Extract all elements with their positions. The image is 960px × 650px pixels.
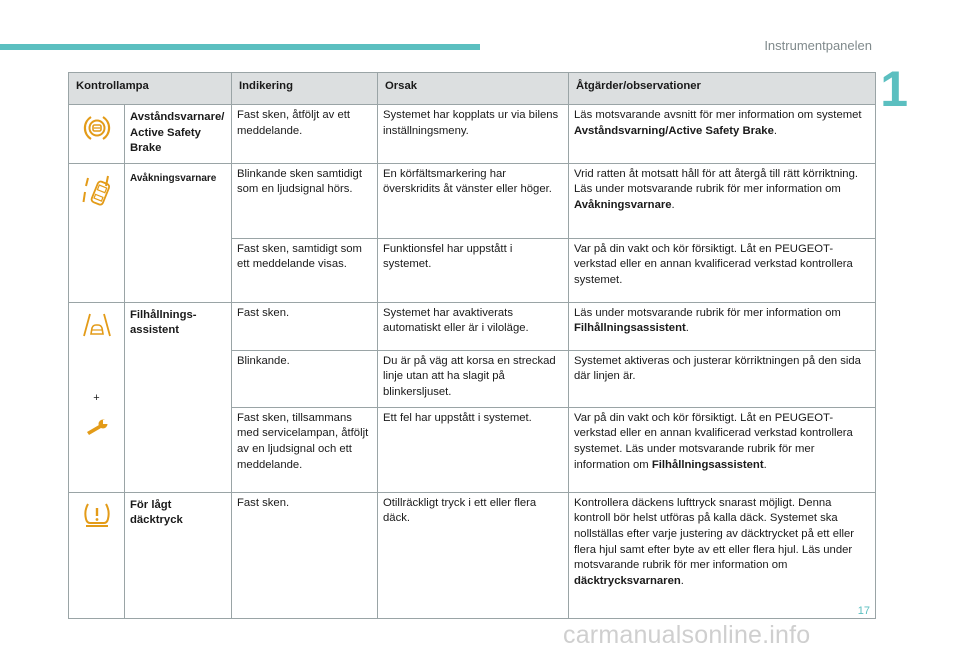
lane-departure-icon xyxy=(69,172,124,212)
lane-keeping-icon xyxy=(69,311,124,339)
distance-warning-icon xyxy=(69,113,124,143)
header-orsak: Orsak xyxy=(378,73,569,105)
header-indikering: Indikering xyxy=(232,73,378,105)
table-row xyxy=(69,163,876,238)
tyre-pressure-icon xyxy=(69,501,124,529)
lamp-name: För lågt däcktryck xyxy=(125,492,232,618)
page-number: 17 xyxy=(857,605,870,617)
action: Läs under motsvarande rubrik för mer information om Filhållningsassistent. xyxy=(569,302,876,350)
cause: Otillräckligt tryck i ett eller flera däck. xyxy=(378,492,569,618)
cause: Systemet har avaktiverats automatiskt eller är i viloläge. xyxy=(378,302,569,350)
header-atgarder: Åtgärder/observationer xyxy=(569,73,876,105)
chapter-number: 1 xyxy=(880,61,908,117)
action: Läs motsvarande avsnitt för mer information om systemet Avståndsvarning/Active Safety Brake. xyxy=(569,105,876,164)
table-row xyxy=(69,492,876,618)
indication: Blinkande. xyxy=(232,350,378,407)
lamp-name: Avståndsvarnare/ Active Safety Brake xyxy=(125,105,232,164)
lamp-name: Filhållnings-assistent xyxy=(125,302,232,492)
header-kontrollampa: Kontrollampa xyxy=(69,73,232,105)
action: Vrid ratten åt motsatt håll för att återgå till rätt körriktning. Läs under motsvarande rubrik för mer information om Avåkningsvarnare. xyxy=(569,163,876,238)
table-header-row xyxy=(69,73,876,105)
wrench-icon xyxy=(69,418,124,438)
watermark: carmanualsonline.info xyxy=(563,621,811,649)
warning-lamp-table xyxy=(68,72,876,619)
icon-cell xyxy=(69,302,125,492)
icon-cell xyxy=(69,492,125,618)
cause: Ett fel har uppstått i systemet. xyxy=(378,407,569,492)
action: Kontrollera däckens lufttryck snarast möjligt. Denna kontroll bör helst utföras på kalla däck. Systemet ska nollställas efter varje justering av däcktrycket på ett eller flera hjul samt efter byte av ett eller flera hjul. Läs under motsvarande rubrik för mer information om däcktrycksvarnaren. xyxy=(569,492,876,618)
section-title: Instrumentpanelen xyxy=(764,38,872,53)
cause: En körfältsmarkering har överskridits åt vänster eller höger. xyxy=(378,163,569,238)
action: Var på din vakt och kör försiktigt. Låt en PEUGEOT-verkstad eller en annan kvalificerad verkstad kontrollera systemet. xyxy=(569,238,876,302)
indication: Blinkande sken samtidigt som en ljudsignal hörs. xyxy=(232,163,378,238)
indication: Fast sken, åtföljt av ett meddelande. xyxy=(232,105,378,164)
table-row xyxy=(69,302,876,350)
indication: Fast sken. xyxy=(232,492,378,618)
icon-cell xyxy=(69,163,125,302)
indication: Fast sken, samtidigt som ett meddelande visas. xyxy=(232,238,378,302)
lamp-name: Avåkningsvarnare xyxy=(125,163,232,302)
table-row xyxy=(69,105,876,164)
icon-cell xyxy=(69,105,125,164)
action: Var på din vakt och kör försiktigt. Låt en PEUGEOT-verkstad eller en annan kvalificerad verkstad kontrollera systemet. Läs under motsvarande rubrik för mer information om Filhållningsassistent. xyxy=(569,407,876,492)
action: Systemet aktiveras och justerar körriktningen på den sida där linjen är. xyxy=(569,350,876,407)
cause: Funktionsfel har uppstått i systemet. xyxy=(378,238,569,302)
cause: Du är på väg att korsa en streckad linje utan att ha slagit på blinkersljuset. xyxy=(378,350,569,407)
cause: Systemet har kopplats ur via bilens inställningsmeny. xyxy=(378,105,569,164)
indication: Fast sken. xyxy=(232,302,378,350)
plus-sign: + xyxy=(93,391,100,404)
top-accent-bar xyxy=(0,44,480,50)
indication: Fast sken, tillsammans med servicelampan, åtföljt av en ljudsignal och ett meddelande. xyxy=(232,407,378,492)
